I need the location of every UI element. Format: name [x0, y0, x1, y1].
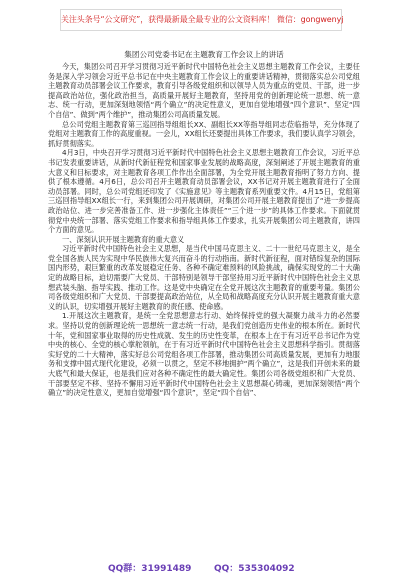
footer-qq-contact: QQ：535304092 [214, 564, 295, 574]
banner-text: 关注头条号“公文研究”，获得最新最全最专业的公文资料库！ 微信：gongwenyj [61, 15, 344, 24]
document-body [48, 50, 360, 550]
paragraph: 习近平新时代中国特色社会主义思想，是当代中国马克思主义、二十一世纪马克思主义，是全党全国各族人民为实现中华民族伟大复兴而奋斗的行动指南。新时代新征程，面对错综复杂的国际国内形势，艰巨繁重的改革发展稳定任务、各种不确定难预料的风险挑战，确保实现党的二十大确定的战略目标，迫切需要广大党员、干部特别是领导干部坚持用习近平新时代中国特色社会主义思想武装头脑、指导实践、推动工作。这是党中央确定在全党开展这次主题教育的重要考量。集团公司各级党组织和广大党员、干部要提高政治站位，从全局和战略高度充分认识开展主题教育重大意义的认识，切实增强开展好主题教育的责任感、使命感。 [48, 244, 360, 311]
footer [0, 563, 408, 575]
footer-qq-group: QQ群：31991489 [108, 564, 192, 574]
paragraph: 4月3日，中央召开学习贯彻习近平新时代中国特色社会主义思想主题教育工作会议，习近平总书记发表重要讲话，从新时代新征程党和国家事业发展的战略高度，深刻阐述了开展主题教育的重大意义和目标要求，对主题教育各项工作作出全面部署，为全党开展主题教育指明了努力方向、提供了根本遵循。4月6日，总公司召开主题教育动员部署会议，XX书记对开展主题教育进行了全面动员部署。同时，总公司党组还印发了《实施意见》等主题教育系列重要文件。4月15日，党组第三巡回指导组XX组长一行，来到集团公司开展调研，对集团公司开展主题教育提出了“进一步提高政治站位、进一步完善准备工作、进一步强化主体责任”“三个进一步”的具体工作要求。下面就贯彻党中央统一部署、落实党组工作要求和指导组具体工作要求，扎实开展集团公司主题教育，讲四个方面的意见。 [48, 148, 360, 235]
paragraph: 今天，集团公司召开学习贯彻习近平新时代中国特色社会主义思想主题教育工作会议，主要任务是深入学习领会习近平总书记在中央主题教育工作会议上的重要讲话精神，贯彻落实总公司党组主题教育动员部署会议工作要求，教育引导各级党组织和以领导人员为重点的党员、干部，进一步提高政治站位，强化政治担当，高质量开展好主题教育，坚持用党的创新理论统一思想、统一意志、统一行动，更加深刻地领悟“两个确立”的决定性意义，更加自觉地增强“四个意识”、坚定“四个自信”、做到“两个维护”，推动集团公司高质量发展。 [48, 62, 360, 119]
paragraph: 总公司党组主题教育第三巡回指导组组长XX、副组长XX等指导组同志莅临指导，充分体现了党组对主题教育工作的高度重视。一会儿，XX组长还要提出具体工作要求，我们要认真学习领会，抓好贯彻落实。 [48, 119, 360, 148]
paragraph: 1.开展这次主题教育，是统一全党思想意志行动、始终保持党的强大凝聚力战斗力的必然要求。坚持以党的创新理论统一思想统一意志统一行动，是我们党创造历史伟业的根本所在。新时代十年，党和国家事业取得的历史性成就、发生的历史性变革，在根本上在于有习近平总书记作为党中央的核心、全党的核心掌舵领航，在于有习近平新时代中国特色社会主义思想科学指引。贯彻落实好党的二十大精神，落实好总公司党组各项工作部署，推动集团公司高质量发展，更加有力地服务和支撑中国式现代化建设，必须一以贯之，坚定不移地拥护“两个确立”，这是我们开创未来的最大底气和最大保证，也是我们应对各种不确定性的最大确定性。集团公司各级党组织和广大党员、干部要坚定不移、坚持不懈用习近平新时代中国特色社会主义思想凝心铸魂，更加深刻领悟“两个确立”的决定性意义，更加自觉增强“四个意识”，坚定“四个自信”、 [48, 311, 360, 398]
section-heading: 一、深刻认识开展主题教育的重大意义 [62, 234, 185, 244]
header-banner [60, 9, 342, 31]
document-title: 集团公司党委书记在主题教育工作会议上的讲话 [124, 50, 284, 59]
